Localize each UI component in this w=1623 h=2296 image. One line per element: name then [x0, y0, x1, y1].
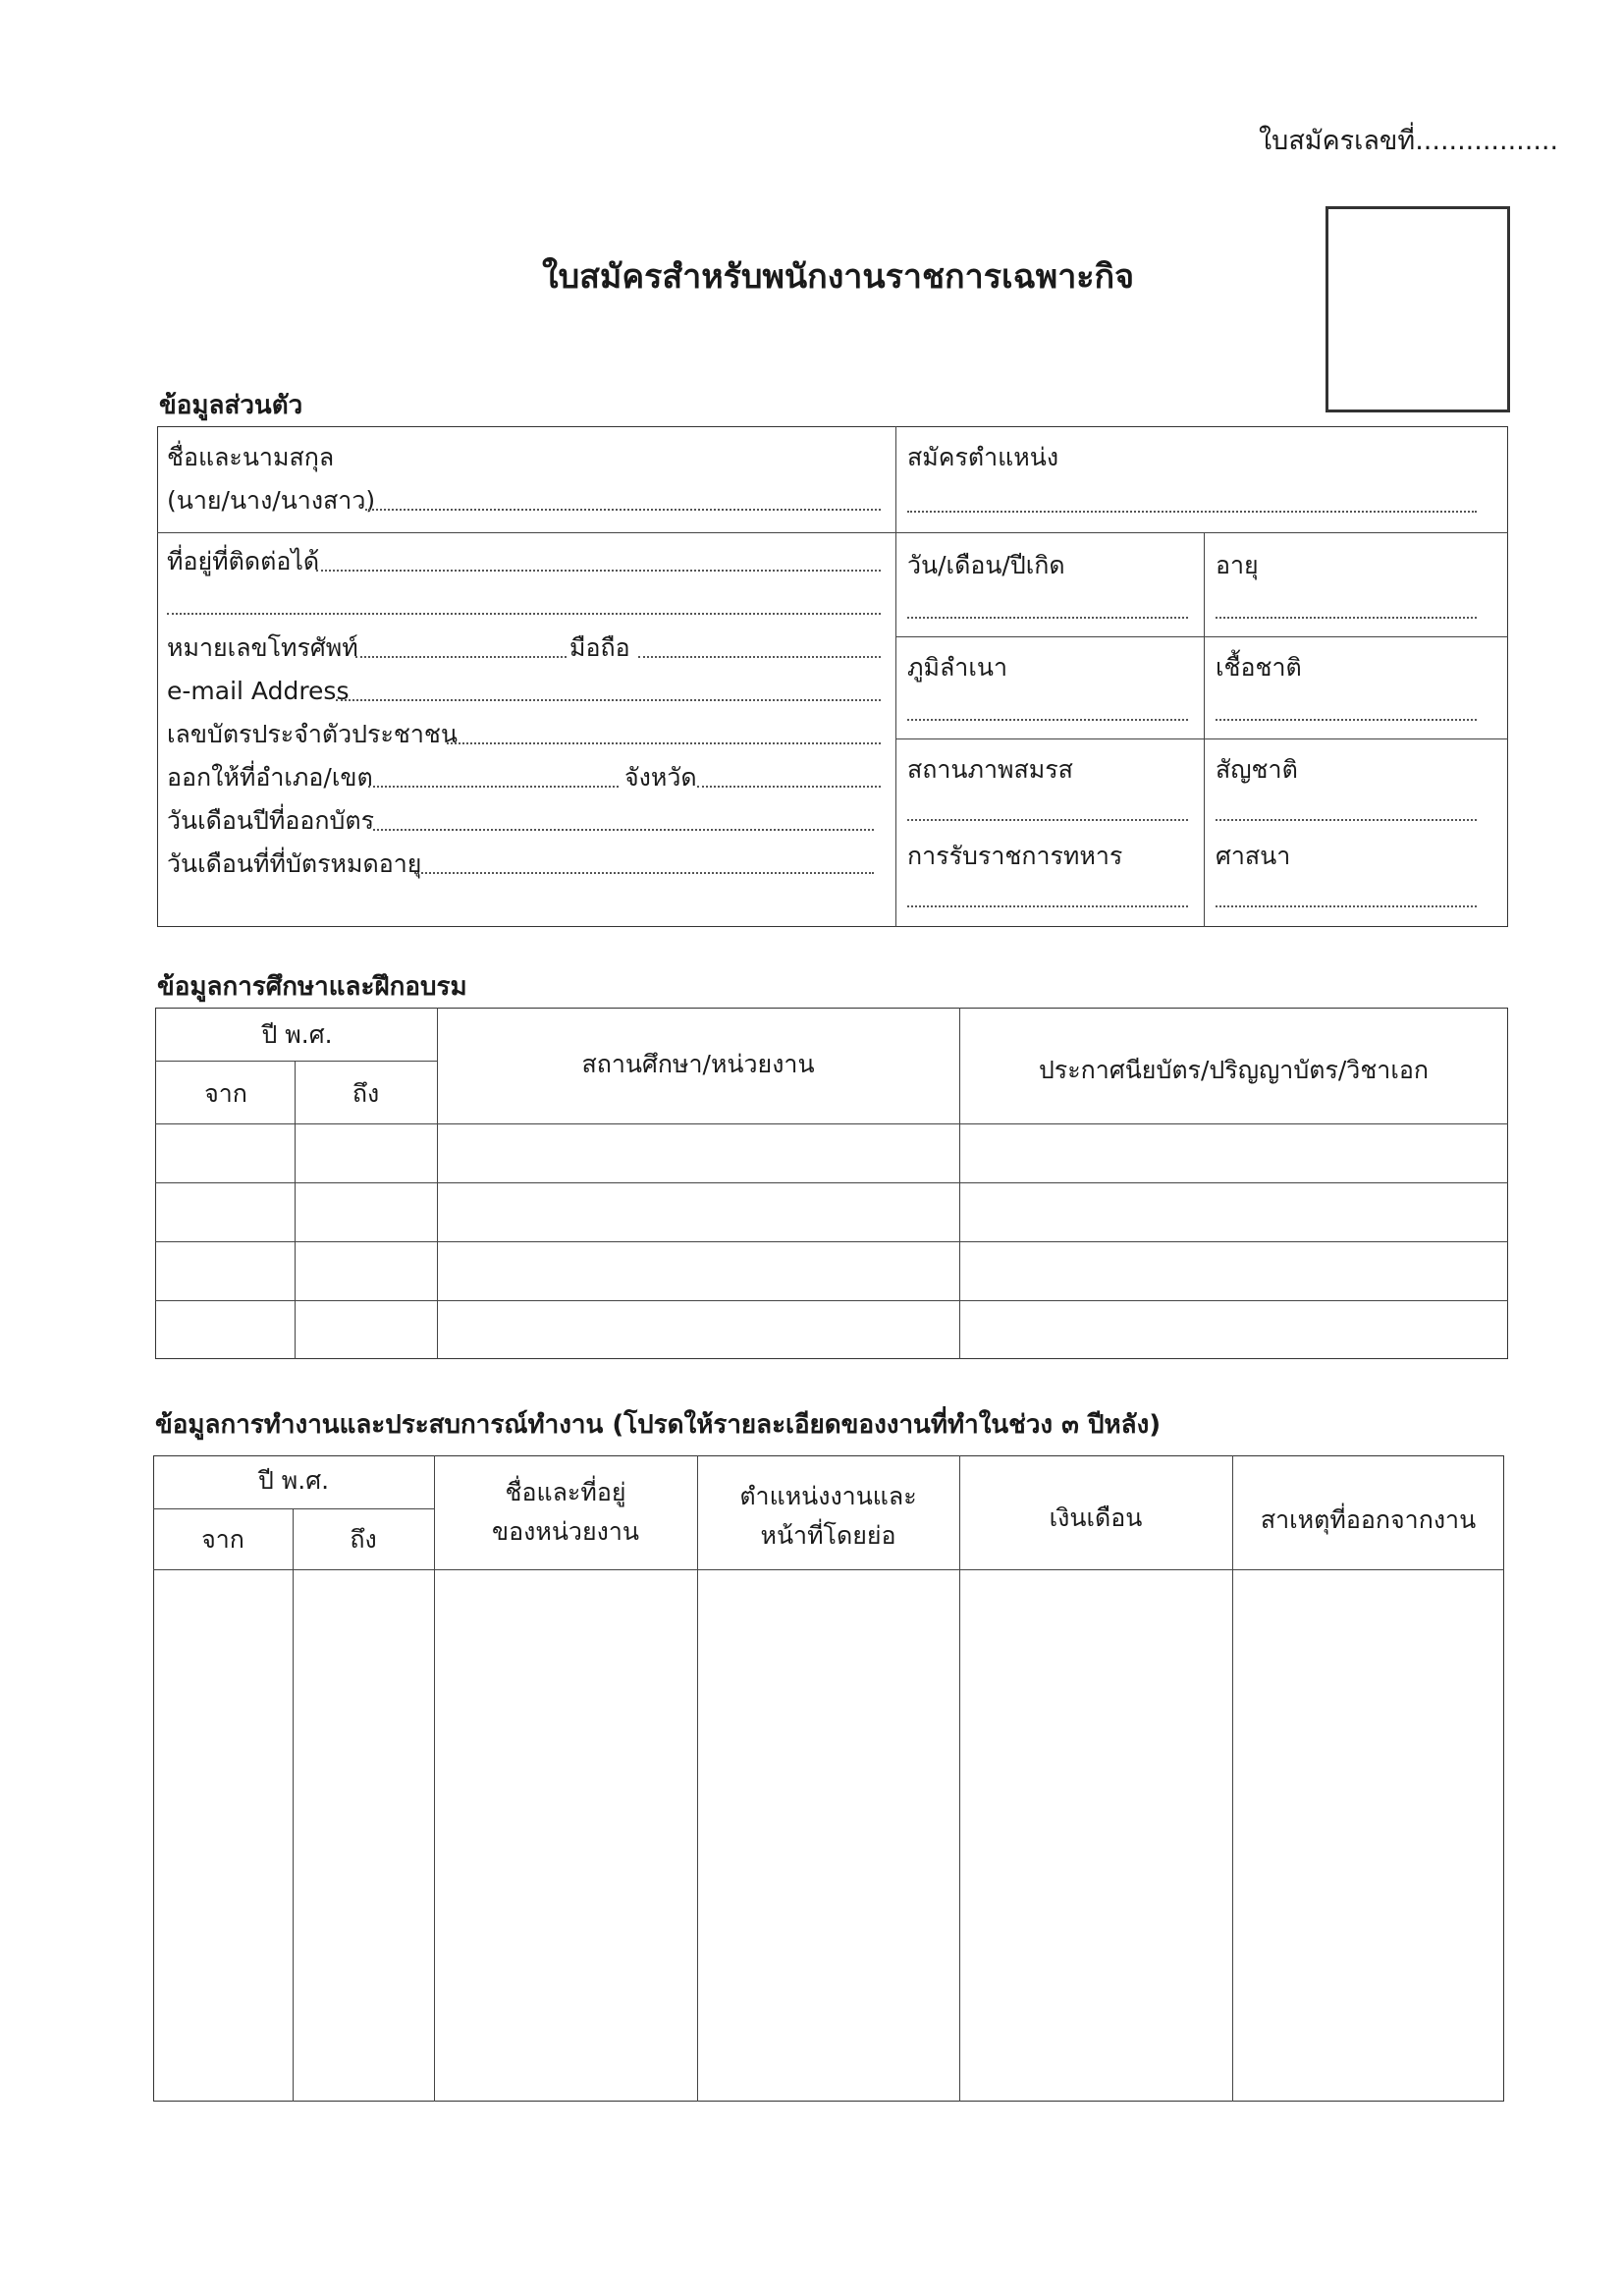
marital-status-label: สถานภาพสมรส	[907, 755, 1073, 784]
issue-date-label: วันเดือนปีที่ออกบัตร	[167, 806, 375, 835]
edu-degree-header: ประกาศนียบัตร/ปริญญาบัตร/วิชาเอก	[1038, 1056, 1430, 1084]
dob-label: วัน/เดือน/ปีเกิด	[907, 551, 1065, 579]
application-number-label: ใบสมัครเลขที่.................	[1259, 126, 1559, 156]
province-field[interactable]	[697, 786, 881, 788]
edu-row-sep-3	[155, 1300, 1508, 1301]
work-to-header: ถึง	[350, 1525, 377, 1554]
ethnicity-label: เชื้อชาติ	[1216, 653, 1302, 682]
ethnicity-field[interactable]	[1216, 719, 1477, 721]
dob-field[interactable]	[907, 617, 1188, 619]
issue-date-field[interactable]	[373, 829, 874, 831]
edu-row-sep-2	[155, 1241, 1508, 1242]
edu-row-4[interactable]	[157, 1302, 1506, 1357]
age-label: อายุ	[1216, 551, 1259, 579]
work-position-header-line-1: ตำแหน่งงานและ	[739, 1482, 917, 1510]
personal-right-vsplit	[1204, 532, 1205, 927]
issued-district-label: ออกให้ที่อำเภอ/เขต	[167, 763, 373, 792]
form-title: ใบสมัครสำหรับพนักงานราชการเฉพาะกิจ	[542, 257, 1135, 297]
personal-section-title: ข้อมูลส่วนตัว	[159, 391, 303, 420]
name-prefix-label: (นาย/นาง/นางสาว)	[167, 486, 376, 515]
name-field[interactable]	[365, 509, 881, 511]
work-salary-header: เงินเดือน	[1049, 1503, 1143, 1532]
phone-field[interactable]	[355, 656, 567, 658]
edu-row-1[interactable]	[157, 1125, 1506, 1180]
personal-vsplit	[895, 426, 896, 927]
edu-to-header: ถึง	[352, 1079, 380, 1108]
marital-status-field[interactable]	[907, 819, 1188, 821]
nationality-label: สัญชาติ	[1216, 755, 1298, 784]
birthplace-field[interactable]	[907, 719, 1188, 721]
work-org-header-line-1: ชื่อและที่อยู่	[505, 1478, 626, 1506]
expiry-date-label: วันเดือนที่ที่บัตรหมดอายุ	[167, 849, 422, 878]
work-from-header: จาก	[201, 1525, 244, 1554]
work-year-header: ปี พ.ศ.	[257, 1466, 330, 1495]
military-service-label: การรับราชการทหาร	[907, 842, 1123, 870]
edu-row-2[interactable]	[157, 1184, 1506, 1239]
edu-year-header: ปี พ.ศ.	[261, 1020, 333, 1049]
birthplace-label: ภูมิลำเนา	[907, 653, 1007, 682]
personal-hline-1	[157, 532, 1508, 533]
email-field[interactable]	[336, 699, 881, 701]
province-label: จังหวัด	[624, 763, 697, 792]
edu-row-3[interactable]	[157, 1243, 1506, 1298]
mobile-label: มือถือ	[569, 633, 630, 662]
photo-box[interactable]	[1325, 206, 1510, 412]
work-position-header-line-2: หน้าที่โดยย่อ	[760, 1521, 896, 1550]
edu-row-sep-1	[155, 1182, 1508, 1183]
id-card-label: เลขบัตรประจำตัวประชาชน	[167, 720, 458, 748]
edu-header-bottom	[155, 1123, 1508, 1124]
work-body-area[interactable]	[155, 1571, 1502, 2100]
nationality-field[interactable]	[1216, 819, 1477, 821]
edu-year-sep	[155, 1061, 437, 1062]
age-field[interactable]	[1216, 617, 1477, 619]
edu-institution-header: สถานศึกษา/หน่วยงาน	[581, 1050, 815, 1078]
position-label: สมัครตำแหน่ง	[907, 443, 1059, 471]
education-section-title: ข้อมูลการศึกษาและฝึกอบรม	[157, 972, 467, 1002]
mobile-field[interactable]	[638, 656, 881, 658]
work-reason-header: สาเหตุที่ออกจากงาน	[1260, 1505, 1477, 1534]
personal-hline-2	[895, 636, 1508, 637]
military-service-field[interactable]	[907, 905, 1188, 907]
name-label: ชื่อและนามสกุล	[167, 443, 335, 471]
religion-label: ศาสนา	[1216, 842, 1291, 870]
email-label: e-mail Address	[167, 677, 350, 705]
phone-label: หมายเลขโทรศัพท์	[167, 633, 358, 662]
personal-hline-3	[895, 738, 1508, 739]
work-section-title: ข้อมูลการทำงานและประสบการณ์ทำงาน (โปรดให้รายละเอียดของงานที่ทำในช่วง ๓ ปีหลัง)	[155, 1410, 1162, 1440]
work-year-sep	[153, 1508, 434, 1509]
edu-from-header: จาก	[204, 1079, 247, 1108]
work-header-bottom	[153, 1569, 1504, 1570]
religion-field[interactable]	[1216, 905, 1477, 907]
expiry-date-field[interactable]	[414, 872, 874, 874]
address-field-line-2[interactable]	[167, 613, 881, 615]
work-org-header-line-2: ของหน่วยงาน	[492, 1517, 639, 1546]
address-label: ที่อยู่ที่ติดต่อได้	[167, 547, 320, 575]
address-field-line-1[interactable]	[316, 570, 881, 572]
issued-district-field[interactable]	[368, 786, 619, 788]
position-field[interactable]	[907, 511, 1477, 513]
id-card-field[interactable]	[447, 742, 881, 744]
